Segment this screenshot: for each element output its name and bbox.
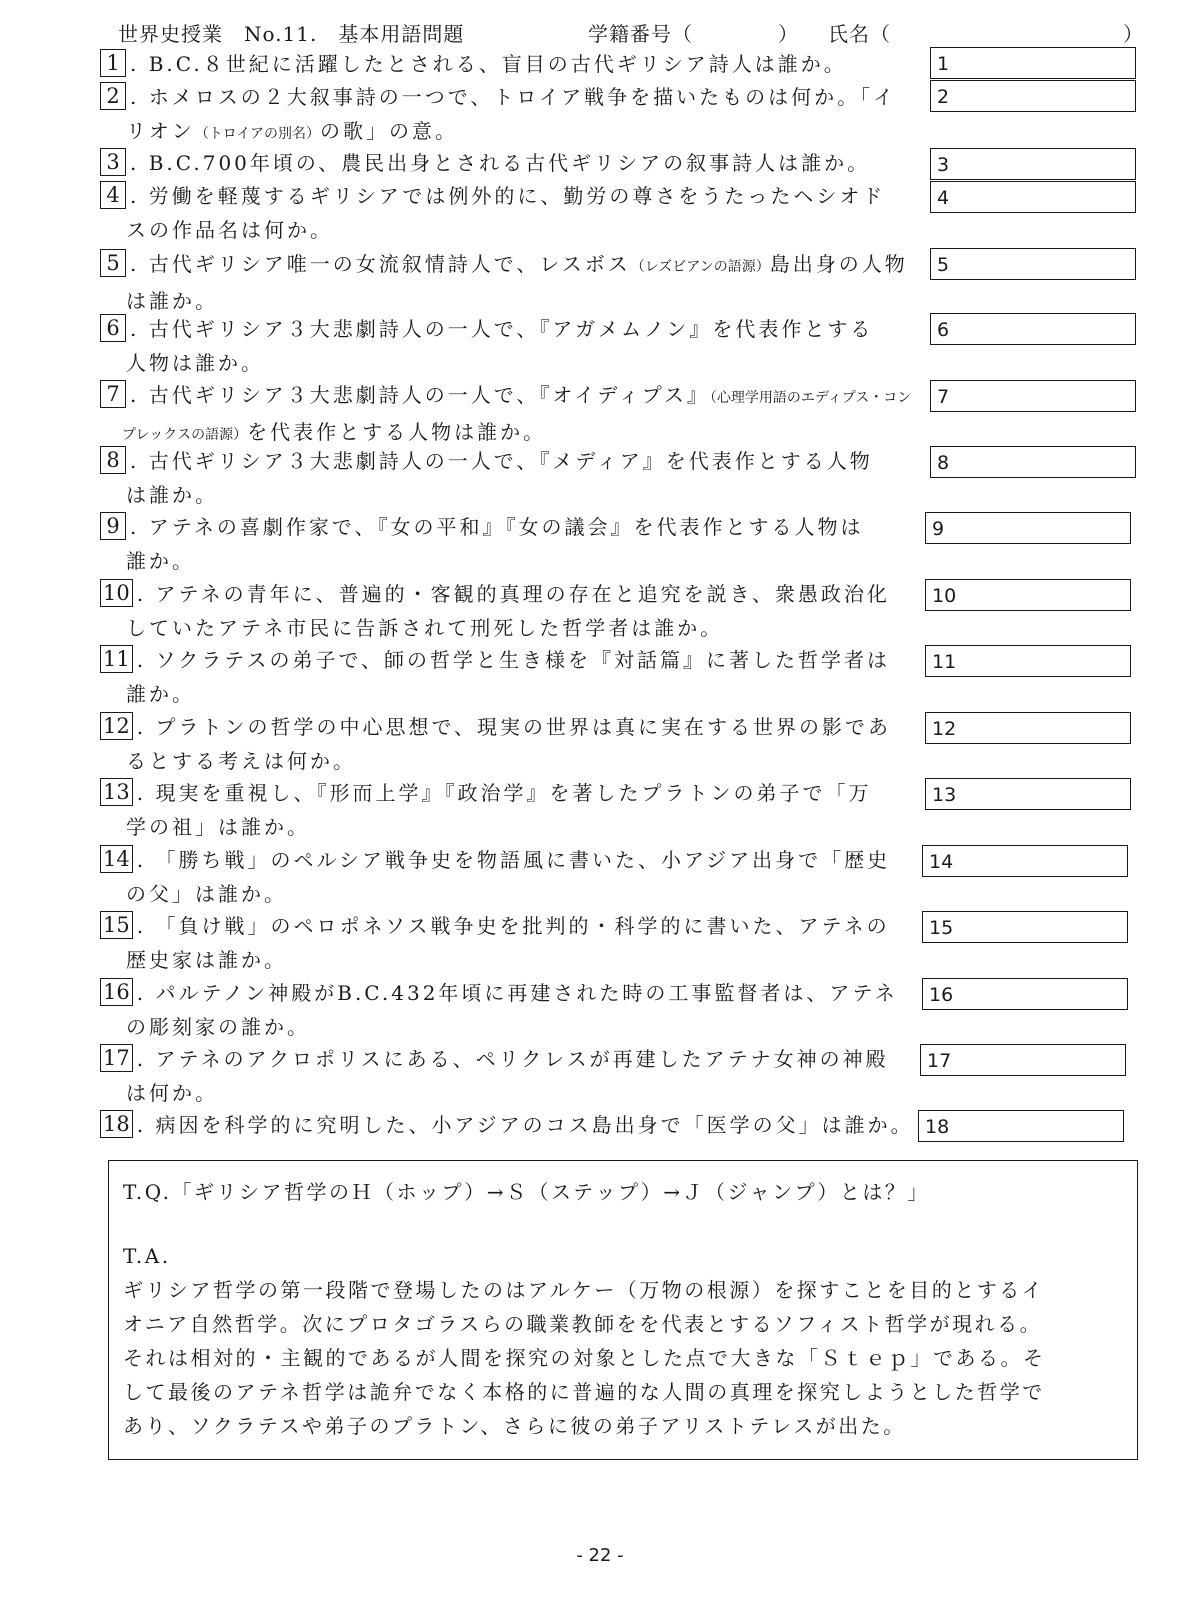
- question-text: ソクラテスの弟子で、師の哲学と生き様を『対話篇』に著した哲学者は: [155, 648, 891, 672]
- question-number: 15: [100, 911, 133, 939]
- question-text: 現実を重視し、『形而上学』『政治学』を著したプラトンの弟子で「万: [155, 781, 872, 805]
- question-text: ホメロスの２大叙事詩の一つで、トロイア戦争を描いたものは何か。「イ: [148, 85, 897, 109]
- answer-box-16[interactable]: 16: [922, 978, 1128, 1010]
- answer-box-6[interactable]: 6: [930, 313, 1136, 345]
- question-number: 8: [100, 446, 126, 474]
- answer-box-17[interactable]: 17: [920, 1044, 1126, 1076]
- answer-box-1[interactable]: 1: [930, 47, 1136, 79]
- thinking-answer-label: T.A.: [123, 1244, 171, 1268]
- question-text: パルテノン神殿がB.C.432年頃に再建された時の工事監督者は、アテネ: [155, 981, 898, 1005]
- question-number: 12: [100, 712, 133, 740]
- question-text: 古代ギリシア３大悲劇詩人の一人で、『オイディプス』: [148, 383, 710, 407]
- name-close: ）: [1123, 22, 1144, 46]
- student-number-label: 学籍番号（: [588, 22, 693, 46]
- thinking-answer-body: [123, 1273, 1123, 1443]
- question-text-cont: の彫刻家の誰か。: [126, 1015, 310, 1039]
- question-15: 15 . 「負け戦」のペロポネソス戦争史を批判的・科学的に書いた、アテネの 歴史家は誰か。: [100, 909, 940, 977]
- answer-box-3[interactable]: 3: [930, 148, 1136, 180]
- answer-line: して最後のアテネ哲学は詭弁でなく本格的に普遍的な人間の真理を探究しようとした哲学で: [123, 1380, 1045, 1404]
- question-number: 2: [100, 82, 126, 110]
- question-number: 10: [100, 579, 133, 607]
- answer-box-4[interactable]: 4: [930, 181, 1136, 213]
- question-text-cont: の父」は誰か。: [126, 882, 287, 906]
- question-text: 「勝ち戦」のペルシア戦争史を物語風に書いた、小アジア出身で「歴史: [155, 848, 891, 872]
- question-text: 「負け戦」のペロポネソス戦争史を批判的・科学的に書いた、アテネの: [155, 914, 890, 938]
- question-11: 11 . ソクラテスの弟子で、師の哲学と生き様を『対話篇』に著した哲学者は 誰か。: [100, 643, 940, 711]
- question-text-cont: していたアテネ市民に告訴されて刑死した哲学者は誰か。: [126, 616, 724, 640]
- question-text-cont: 誰か。: [126, 682, 195, 706]
- question-note: （心理学用語のエディプス・コン: [709, 390, 912, 406]
- worksheet-title: 世界史授業 No.11. 基本用語問題: [118, 22, 465, 46]
- question-note: （レズビアンの語源）: [630, 259, 770, 275]
- question-13: 13 . 現実を重視し、『形而上学』『政治学』を著したプラトンの弟子で「万 学の祖」は誰か。: [100, 776, 940, 844]
- question-text: B.C.８世紀に活躍したとされる、盲目の古代ギリシア詩人は誰か。: [148, 52, 847, 76]
- question-16: 16 . パルテノン神殿がB.C.432年頃に再建された時の工事監督者は、アテネ の彫刻家の誰か。: [100, 976, 940, 1044]
- answer-box-2[interactable]: 2: [930, 80, 1136, 112]
- answer-box-15[interactable]: 15: [922, 911, 1128, 943]
- question-number: 4: [100, 181, 126, 209]
- student-number-close: ）: [778, 22, 799, 46]
- question-5: 5 . 古代ギリシア唯一の女流叙情詩人で、レスボス（レズビアンの語源）島出身の人物 は誰か。: [100, 247, 940, 318]
- answer-box-7[interactable]: 7: [930, 380, 1136, 412]
- question-12: 12 . プラトンの哲学の中心思想で、現実の世界は真に実在する世界の影であ るとする考えは何か。: [100, 710, 940, 778]
- answer-box-13[interactable]: 13: [925, 778, 1131, 810]
- name-label: 氏名（: [828, 22, 891, 46]
- answer-line: それは相対的・主観的であるが人間を探究の対象とした点で大きな「Ｓｔｅｐ」である。そ: [123, 1346, 1046, 1370]
- question-text: 古代ギリシア３大悲劇詩人の一人で、『アガメムノン』を代表作とする: [148, 317, 874, 341]
- question-9: 9 . アテネの喜劇作家で、『女の平和』『女の議会』を代表作とする人物は 誰か。: [100, 510, 940, 578]
- question-text-cont: 誰か。: [126, 549, 195, 573]
- question-text: B.C.700年頃の、農民出身とされる古代ギリシアの叙事詩人は誰か。: [148, 151, 871, 175]
- question-text: プラトンの哲学の中心思想で、現実の世界は真に実在する世界の影であ: [155, 715, 892, 739]
- thinking-question: T.Q.「ギリシア哲学のＨ（ホップ）→Ｓ（ステップ）→Ｊ（ジャンプ）とは？」: [123, 1180, 930, 1204]
- question-17: 17 . アテネのアクロポリスにある、ペリクレスが再建したアテナ女神の神殿 は何か。: [100, 1042, 940, 1110]
- question-7: 7 . 古代ギリシア３大悲劇詩人の一人で、『オイディプス』（心理学用語のエディプス・コン プレックスの語源）を代表作とする人物は誰か。: [100, 378, 940, 452]
- question-number: 6: [100, 314, 126, 342]
- question-text-cont: るとする考えは何か。: [126, 749, 356, 773]
- answer-box-14[interactable]: 14: [922, 845, 1128, 877]
- question-number: 9: [100, 512, 126, 540]
- answer-box-12[interactable]: 12: [925, 712, 1131, 744]
- question-text-post: 島出身の人物: [769, 252, 908, 276]
- page-number: - 22 -: [576, 1545, 624, 1566]
- question-4: 4 . 労働を軽蔑するギリシアでは例外的に、勤労の尊さをうたったヘシオド スの作品名は何か。: [100, 179, 940, 247]
- question-8: 8 . 古代ギリシア３大悲劇詩人の一人で、『メディア』を代表作とする人物 は誰か。: [100, 444, 940, 512]
- question-text-cont: 学の祖」は誰か。: [126, 815, 310, 839]
- question-18: 18 . 病因を科学的に究明した、小アジアのコス島出身で「医学の父」は誰か。: [100, 1108, 940, 1142]
- question-number: 5: [100, 249, 126, 277]
- question-text-cont: 歴史家は誰か。: [126, 948, 287, 972]
- question-text-cont: スの作品名は何か。: [126, 218, 333, 242]
- answer-box-9[interactable]: 9: [925, 512, 1131, 544]
- question-text-cont: は誰か。: [126, 289, 218, 313]
- answer-line: ギリシア哲学の第一段階で登場したのはアルケー（万物の根源）を探すことを目的とするイ: [123, 1278, 1045, 1302]
- question-number: 14: [100, 845, 133, 873]
- question-text-cont: は何か。: [126, 1081, 218, 1105]
- question-text: 病因を科学的に究明した、小アジアのコス島出身で「医学の父」は誰か。: [155, 1113, 914, 1137]
- answer-line: あり、ソクラテスや弟子のプラトン、さらに彼の弟子アリストテレスが出た。: [123, 1414, 906, 1438]
- question-14: 14 . 「勝ち戦」のペルシア戦争史を物語風に書いた、小アジア出身で「歴史 の父」は誰か。: [100, 843, 940, 911]
- answer-box-5[interactable]: 5: [930, 248, 1136, 280]
- answer-box-8[interactable]: 8: [930, 446, 1136, 478]
- question-text-cont: 人物は誰か。: [126, 351, 264, 375]
- worksheet-header: [118, 18, 1158, 48]
- question-text-cont: リオン: [126, 119, 195, 143]
- question-text-cont-post: の歌」の意。: [319, 119, 458, 143]
- question-6: 6 . 古代ギリシア３大悲劇詩人の一人で、『アガメムノン』を代表作とする 人物は誰か。: [100, 312, 940, 380]
- answer-box-10[interactable]: 10: [925, 579, 1131, 611]
- answer-box-18[interactable]: 18: [918, 1110, 1124, 1142]
- answer-line: オニア自然哲学。次にプロタゴラスらの職業教師をを代表とするソフィスト哲学が現れる。: [123, 1312, 1043, 1336]
- question-number: 18: [100, 1110, 133, 1138]
- question-text: アテネの喜劇作家で、『女の平和』『女の議会』を代表作とする人物は: [148, 515, 864, 539]
- question-text: 古代ギリシア３大悲劇詩人の一人で、『メディア』を代表作とする人物: [148, 449, 873, 473]
- question-text: 古代ギリシア唯一の女流叙情詩人で、レスボス: [148, 252, 631, 276]
- question-10: 10 . アテネの青年に、普遍的・客観的真理の存在と追究を説き、衆愚政治化 していたアテネ市民に告訴されて刑死した哲学者は誰か。: [100, 577, 940, 645]
- question-number: 11: [100, 645, 133, 673]
- question-text: アテネの青年に、普遍的・客観的真理の存在と追究を説き、衆愚政治化: [155, 582, 890, 606]
- question-3: 3 . B.C.700年頃の、農民出身とされる古代ギリシアの叙事詩人は誰か。: [100, 146, 940, 180]
- question-text: 労働を軽蔑するギリシアでは例外的に、勤労の尊さをうたったヘシオド: [148, 184, 886, 208]
- question-note: （トロイアの別名）: [194, 126, 320, 142]
- question-number: 3: [100, 148, 126, 176]
- question-note-cont: プレックスの語源）: [122, 427, 248, 443]
- question-number: 17: [100, 1044, 133, 1072]
- question-2: 2 . ホメロスの２大叙事詩の一つで、トロイア戦争を描いたものは何か。「イ リオン（トロイアの別名）の歌」の意。: [100, 80, 940, 151]
- question-number: 1: [100, 49, 126, 77]
- question-number: 16: [100, 978, 133, 1006]
- question-text-cont: は誰か。: [126, 483, 218, 507]
- thinking-question-box: [108, 1160, 1138, 1460]
- question-1: 1 . B.C.８世紀に活躍したとされる、盲目の古代ギリシア詩人は誰か。: [100, 47, 940, 81]
- question-number: 7: [100, 380, 126, 408]
- question-number: 13: [100, 778, 133, 806]
- question-text-cont: を代表作とする人物は誰か。: [247, 420, 547, 444]
- question-text: アテネのアクロポリスにある、ペリクレスが再建したアテナ女神の神殿: [155, 1047, 889, 1071]
- answer-box-11[interactable]: 11: [925, 645, 1131, 677]
